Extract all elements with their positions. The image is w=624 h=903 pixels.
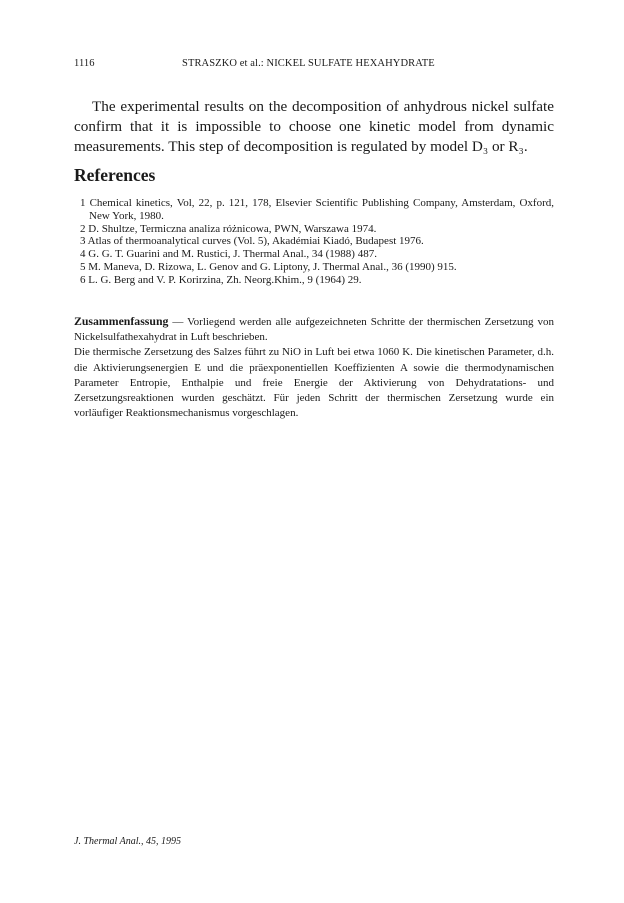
reference-item: 5 M. Maneva, D. Rizowa, L. Genov and G. Liptony, J. Thermal Anal., 36 (1990) 915. xyxy=(80,260,457,273)
abstract-section xyxy=(74,314,554,421)
abstract-first-text: — Vorliegend werden alle aufgezeichneten Schritte der thermischen Zersetzung von Nickelsulfathexahydrat in Luft beschrieben. xyxy=(74,316,554,344)
body-paragraph: The experimental results on the decomposition of anhydrous nickel sulfate confirm that it is impossible to choose one kinetic model from dynamic measurements. This step of decomposition is regulated by model D₃ or R₃. xyxy=(74,98,554,155)
reference-item: 1 Chemical kinetics, Vol, 22, p. 121, 178, Elsevier Scientific Publishing Company, Amsterdam, Oxford, New York, 1980. xyxy=(80,197,554,222)
references-heading: References xyxy=(74,165,156,185)
abstract-second-paragraph: Die thermische Zersetzung des Salzes führt zu NiO in Luft bei etwa 1060 K. Die kinetischen Parameter, d.h. die Aktivierungsenergien E und die präexponentiellen Koeffizienten A sowie die thermodynamischen Parameter Entropie, Enthalpie und freie Energie der Aktivierung von Dehydratations- und Zersetzungsreaktionen wurden geschätzt. Für jeden Schritt der thermischen Zersetzung wurde ein vorläufiger Reaktionsmechanismus vorgeschlagen. xyxy=(74,346,554,420)
running-title: STRASZKO et al.: NICKEL SULFATE HEXAHYDRATE xyxy=(182,58,435,69)
journal-citation: J. Thermal Anal., 45, 1995 xyxy=(74,836,182,847)
reference-item: 4 G. G. T. Guarini and M. Rustici, J. Thermal Anal., 34 (1988) 487. xyxy=(80,248,377,261)
abstract-label: Zusammenfassung xyxy=(74,314,169,328)
reference-item: 2 D. Shultze, Termiczna analiza różnicowa, PWN, Warszawa 1974. xyxy=(80,222,377,235)
abstract-first-paragraph xyxy=(74,314,554,345)
page-number: 1116 xyxy=(74,58,95,69)
references-list xyxy=(80,197,554,287)
reference-item: 3 Atlas of thermoanalytical curves (Vol. 5), Akadémiai Kiadó, Budapest 1976. xyxy=(80,235,424,248)
reference-item: 6 L. G. Berg and V. P. Korirzina, Zh. Neorg.Khim., 9 (1964) 29. xyxy=(80,273,362,286)
